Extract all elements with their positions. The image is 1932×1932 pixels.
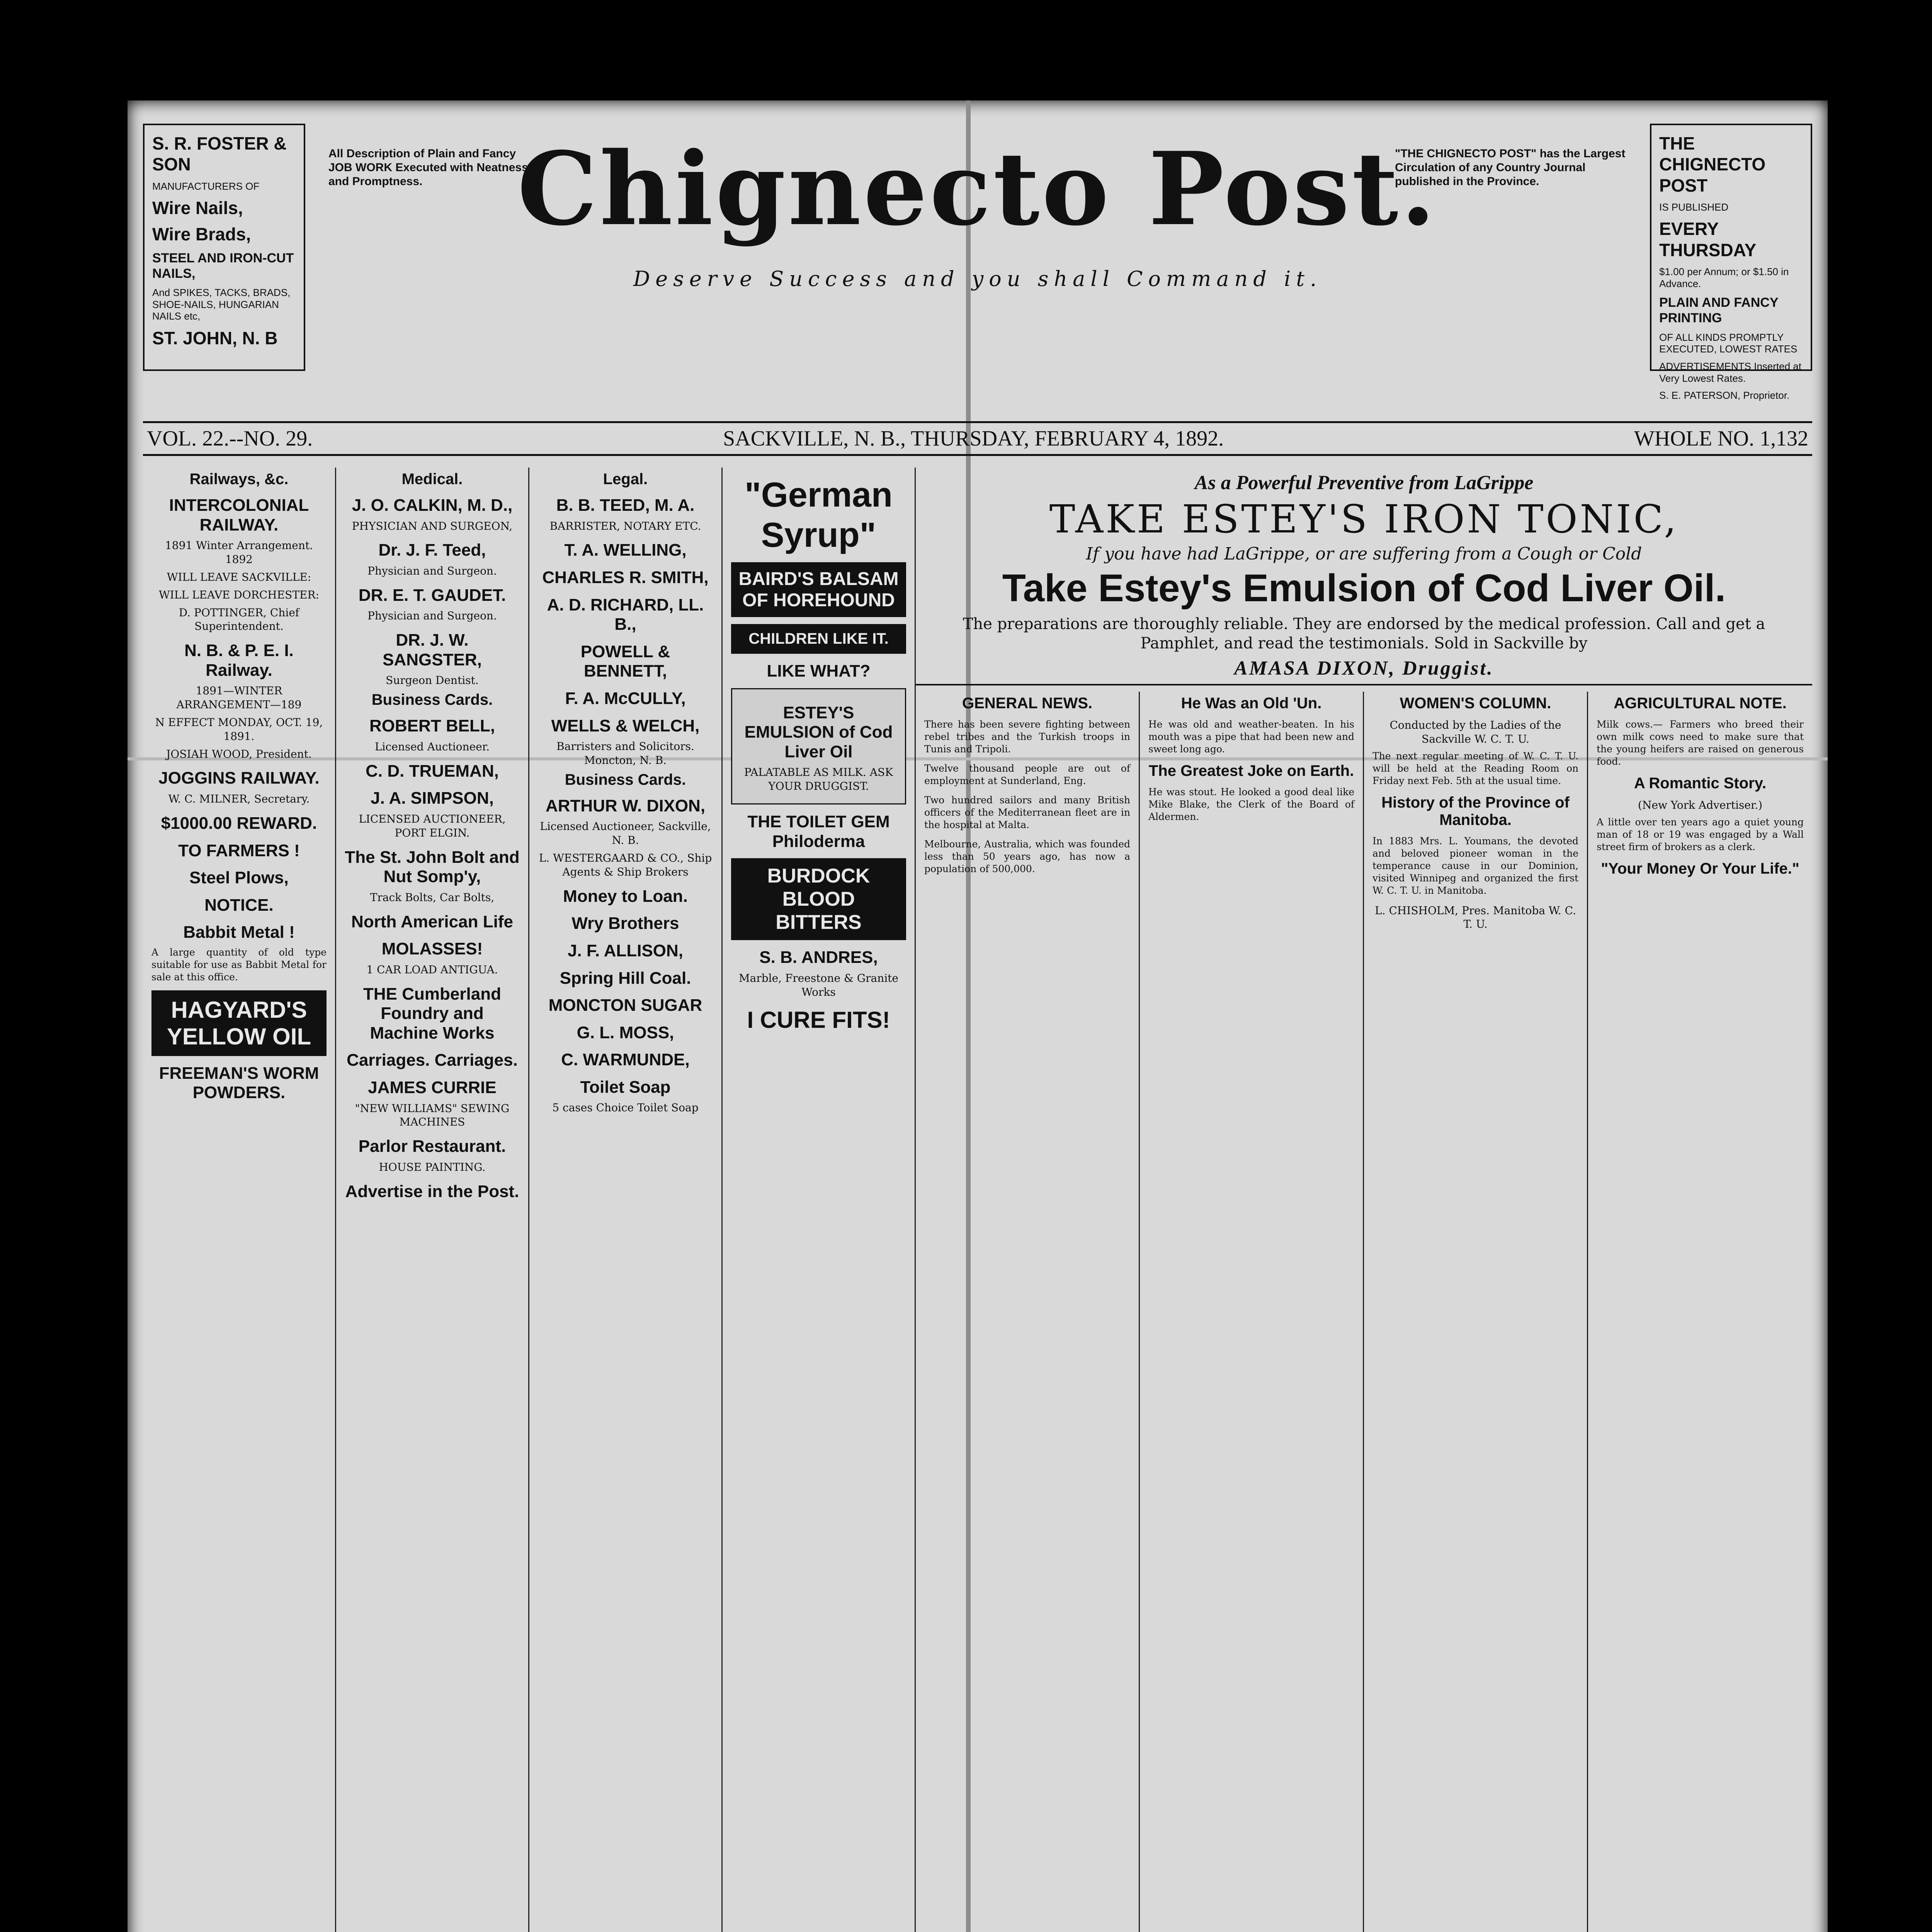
- ad-line: TAKE ESTEY'S IRON TONIC,: [1049, 497, 1679, 542]
- section-heading: He Was an Old 'Un.: [1181, 695, 1322, 712]
- column-stories: [1140, 692, 1364, 1932]
- masthead-promo-right: "THE CHIGNECTO POST" has the Largest Circulation of any Country Journal published in the Province.: [1395, 147, 1626, 188]
- ad-heading: ARTHUR W. DIXON,: [545, 796, 706, 815]
- article-text: Milk cows.— Farmers who breed their own milk cows need to make sure that the young heifers are raised on generous food.: [1597, 719, 1804, 767]
- story-text: He was old and weather-beaten. In his mouth was a pipe that had been new and sweet long ago.: [1148, 719, 1354, 755]
- ad-line: Physician and Surgeon.: [367, 609, 497, 622]
- ad-heading: INTERCOLONIAL RAILWAY.: [169, 496, 309, 534]
- ear-line: And SPIKES, TACKS, BRADS, SHOE-NAILS, HUNGARIAN NAILS etc,: [152, 286, 291, 322]
- ad-line: WILL LEAVE DORCHESTER:: [159, 588, 319, 601]
- ad-heading: Parlor Restaurant.: [358, 1137, 506, 1156]
- ad-heading: Carriages. Carriages.: [347, 1051, 518, 1070]
- ad-line: D. POTTINGER, Chief Superintendent.: [179, 606, 299, 633]
- column-legal: [529, 468, 723, 1932]
- ad-heading: ESTEY'S EMULSION of Cod Liver Oil: [744, 703, 893, 761]
- ad-line: Physician and Surgeon.: [367, 565, 497, 578]
- ad-heading: J. A. SIMPSON,: [371, 789, 494, 808]
- ad-line: 1891—WINTER ARRANGEMENT—189: [176, 684, 302, 711]
- ad-heading: TO FARMERS !: [178, 841, 300, 860]
- ad-heading: MOLASSES!: [381, 939, 483, 959]
- column-womens: [1364, 692, 1588, 1932]
- ad-banner: BAIRD'S BALSAM OF HOREHOUND: [731, 562, 906, 617]
- ad-heading: Babbit Metal !: [183, 923, 295, 942]
- news-item: Two hundred sailors and many British officers of the Mediterranean fleet are in the hospital at Malta.: [924, 794, 1130, 830]
- ad-banner: BURDOCK BLOOD BITTERS: [731, 858, 906, 940]
- estey-iron-tonic-ad: [916, 468, 1812, 685]
- column-general-news: [916, 692, 1140, 1932]
- ad-heading: A. D. RICHARD, LL. B.,: [547, 595, 704, 634]
- masthead: [328, 131, 1627, 291]
- ad-heading: DR. E. T. GAUDET.: [358, 585, 506, 605]
- ad-line: JOSIAH WOOD, President.: [166, 747, 312, 760]
- column-patent-ads: [723, 468, 916, 1932]
- ear-line: ST. JOHN, N. B: [152, 328, 278, 348]
- left-ear-ad: [143, 124, 305, 371]
- ear-line: OF ALL KINDS PROMPTLY EXECUTED, LOWEST RATES: [1659, 331, 1798, 355]
- ad-heading: FREEMAN'S WORM POWDERS.: [159, 1063, 319, 1102]
- ad-line: 1 CAR LOAD ANTIGUA.: [366, 963, 498, 976]
- ear-line: Wire Brads,: [152, 224, 251, 245]
- ear-line: THE CHIGNECTO POST: [1659, 133, 1766, 196]
- whole-number: WHOLE NO. 1,132: [1634, 427, 1808, 451]
- signature: L. CHISHOLM, Pres. Manitoba W. C. T. U.: [1375, 904, 1576, 931]
- ad-heading: THE TOILET GEM Philoderma: [747, 812, 890, 851]
- news-item: Twelve thousand people are out of employment at Sunderland, Eng.: [924, 763, 1130, 786]
- section-heading: A Romantic Story.: [1634, 775, 1767, 792]
- columns: [143, 468, 1812, 1932]
- ear-line: STEEL AND IRON-CUT NAILS,: [152, 250, 294, 281]
- section-heading: Business Cards.: [371, 691, 493, 709]
- ad-line: AMASA DIXON, Druggist.: [1234, 657, 1494, 679]
- ad-heading: THE Cumberland Foundry and Machine Works: [363, 984, 501, 1043]
- ad-heading: Money to Loan.: [563, 886, 688, 906]
- ad-heading: B. B. TEED, M. A.: [556, 496, 695, 515]
- ad-line: Marble, Freestone & Granite Works: [738, 971, 898, 998]
- ad-heading: Wry Brothers: [571, 914, 679, 933]
- ear-line: ADVERTISEMENTS Inserted at Very Lowest Rates.: [1659, 360, 1801, 384]
- ad-heading: WELLS & WELCH,: [551, 716, 700, 735]
- newspaper-page: [128, 100, 1828, 1932]
- ad-heading: JAMES CURRIE: [368, 1078, 497, 1097]
- ear-line: Wire Nails,: [152, 198, 243, 218]
- ad-line: LICENSED AUCTIONEER, PORT ELGIN.: [359, 812, 506, 839]
- column-medical: [336, 468, 529, 1932]
- section-subtitle: (New York Advertiser.): [1638, 799, 1763, 811]
- ad-box: [731, 688, 906, 804]
- ad-heading: C. D. TRUEMAN,: [366, 761, 499, 781]
- section-heading: Medical.: [401, 471, 463, 488]
- ad-heading: Toilet Soap: [580, 1077, 671, 1097]
- article-text: The next regular meeting of W. C. T. U. will be held at the Reading Room on Friday next Feb. 5th at the usual time.: [1372, 750, 1578, 786]
- ad-heading: The St. John Bolt and Nut Somp'y,: [345, 847, 520, 886]
- ad-line: WILL LEAVE SACKVILLE:: [167, 570, 311, 583]
- ad-heading: $1000.00 REWARD.: [161, 813, 317, 833]
- column-railways: [143, 468, 336, 1932]
- ad-heading: J. O. CALKIN, M. D.,: [352, 496, 513, 515]
- motto: Deserve Success and you shall Command it.: [633, 267, 1322, 291]
- dateline: [143, 421, 1812, 456]
- ad-line: Licensed Auctioneer, Sackville, N. B.: [540, 820, 711, 847]
- section-heading: AGRICULTURAL NOTE.: [1614, 695, 1787, 712]
- ad-line: 5 cases Choice Toilet Soap: [552, 1101, 699, 1114]
- ad-heading: C. WARMUNDE,: [561, 1050, 690, 1070]
- ad-line: Surgeon Dentist.: [386, 674, 479, 687]
- ad-line: Track Bolts, Car Bolts,: [370, 891, 495, 904]
- ad-line: PALATABLE AS MILK. ASK YOUR DRUGGIST.: [744, 766, 893, 793]
- ad-line: The preparations are thoroughly reliable. They are endorsed by the medical profession. Call and get a Pamphlet, and read the testimonials. Sold in Sackville by: [963, 615, 1765, 652]
- right-ear-ad: [1650, 124, 1812, 401]
- ad-heading: MONCTON SUGAR: [548, 996, 702, 1015]
- ad-line: PHYSICIAN AND SURGEON,: [352, 519, 513, 532]
- ad-line: BARRISTER, NOTARY ETC.: [549, 519, 701, 532]
- ad-line: As a Powerful Preventive from LaGrippe: [1194, 472, 1534, 494]
- ad-heading: N. B. & P. E. I. Railway.: [184, 641, 294, 680]
- story-text: He was stout. He looked a good deal like Mike Blake, the Clerk of the Board of Aldermen.: [1148, 786, 1354, 822]
- ear-line: MANUFACTURERS OF: [152, 180, 260, 192]
- ad-line: If you have had LaGrippe, or are suffering from a Cough or Cold: [1086, 544, 1642, 564]
- ear-line: S. E. PATERSON, Proprietor.: [1659, 389, 1790, 401]
- ad-line: Barristers and Solicitors. Moncton, N. B.: [556, 740, 694, 767]
- ad-line: L. WESTERGAARD & CO., Ship Agents & Ship Brokers: [539, 852, 712, 878]
- ear-firm: S. R. FOSTER & SON: [152, 133, 287, 175]
- ad-line: W. C. MILNER, Secretary.: [168, 793, 310, 806]
- ad-heading: JOGGINS RAILWAY.: [158, 769, 320, 788]
- ad-heading: Steel Plows,: [189, 868, 289, 888]
- paper-title: Chignecto Post.: [517, 130, 1438, 248]
- ad-line: Take Estey's Emulsion of Cod Liver Oil.: [1002, 566, 1726, 610]
- ad-line: 1891 Winter Arrangement. 1892: [165, 539, 313, 566]
- section-heading: Railways, &c.: [189, 471, 289, 488]
- ad-heading: North American Life: [351, 912, 513, 931]
- ear-line: PLAIN AND FANCY PRINTING: [1659, 295, 1778, 326]
- ad-line: HOUSE PAINTING.: [379, 1160, 486, 1173]
- ad-line: N EFFECT MONDAY, OCT. 19, 1891.: [155, 716, 323, 743]
- news-item: Melbourne, Australia, which was founded less than 50 years ago, has now a population of 500,000.: [924, 838, 1130, 874]
- ad-heading: Spring Hill Coal.: [560, 968, 691, 988]
- section-heading: History of the Province of Manitoba.: [1381, 794, 1570, 828]
- section-heading: The Greatest Joke on Earth.: [1148, 762, 1354, 779]
- ear-line: EVERY THURSDAY: [1659, 219, 1757, 260]
- ad-heading: T. A. WELLING,: [564, 541, 687, 560]
- ad-body: A large quantity of old type suitable for use as Babbit Metal for sale at this office.: [151, 946, 327, 983]
- news-item: There has been severe fighting between rebel tribes and the Turkish troops in Tunis and Tripoli.: [924, 719, 1130, 755]
- volume-number: VOL. 22.--NO. 29.: [147, 427, 313, 451]
- ad-heading: F. A. McCULLY,: [565, 689, 686, 708]
- section-heading: Business Cards.: [565, 771, 686, 788]
- ad-line: "NEW WILLIAMS" SEWING MACHINES: [355, 1102, 510, 1129]
- article-text: A little over ten years ago a quiet young man of 18 or 19 was engaged by a Wall street firm of brokers as a clerk.: [1597, 816, 1804, 852]
- ad-heading: S. B. ANDRES,: [759, 948, 878, 967]
- ad-heading: G. L. MOSS,: [577, 1023, 674, 1042]
- ad-heading: I CURE FITS!: [747, 1007, 890, 1033]
- section-heading: Legal.: [603, 471, 648, 488]
- ad-heading: LIKE WHAT?: [767, 662, 871, 680]
- masthead-promo-left: All Description of Plain and Fancy JOB WORK Executed with Neatness and Promptness.: [328, 147, 528, 188]
- lower-columns: [916, 692, 1812, 1932]
- ad-heading: NOTICE.: [204, 895, 274, 915]
- ad-heading: "German Syrup": [745, 476, 893, 554]
- ear-line: IS PUBLISHED: [1659, 201, 1729, 213]
- place-date: SACKVILLE, N. B., THURSDAY, FEBRUARY 4, 1892.: [723, 427, 1224, 451]
- section-heading: "Your Money Or Your Life.": [1601, 860, 1799, 877]
- column-agricultural: [1588, 692, 1812, 1932]
- article-text: In 1883 Mrs. L. Youmans, the devoted and beloved pioneer woman in the temperance cause in our Dominion, visited Winnipeg and organized the first W. C. T. U. in Manitoba.: [1372, 835, 1578, 896]
- ad-banner: HAGYARD'S YELLOW OIL: [151, 990, 327, 1056]
- ad-line: Licensed Auctioneer.: [375, 740, 490, 753]
- ad-banner: CHILDREN LIKE IT.: [731, 624, 906, 654]
- ad-heading: CHARLES R. SMITH,: [542, 568, 709, 587]
- section-heading: WOMEN'S COLUMN.: [1400, 695, 1551, 712]
- ad-heading: Dr. J. F. Teed,: [378, 541, 486, 560]
- ad-heading: Advertise in the Post.: [345, 1182, 519, 1201]
- ad-heading: J. F. ALLISON,: [567, 941, 684, 960]
- ear-line: $1.00 per Annum; or $1.50 in Advance.: [1659, 266, 1789, 289]
- section-subtitle: Conducted by the Ladies of the Sackville W. C. T. U.: [1389, 719, 1561, 745]
- ad-heading: DR. J. W. SANGSTER,: [383, 631, 482, 669]
- ad-heading: POWELL & BENNETT,: [580, 642, 670, 681]
- section-heading: GENERAL NEWS.: [962, 695, 1093, 712]
- ad-heading: ROBERT BELL,: [369, 716, 495, 736]
